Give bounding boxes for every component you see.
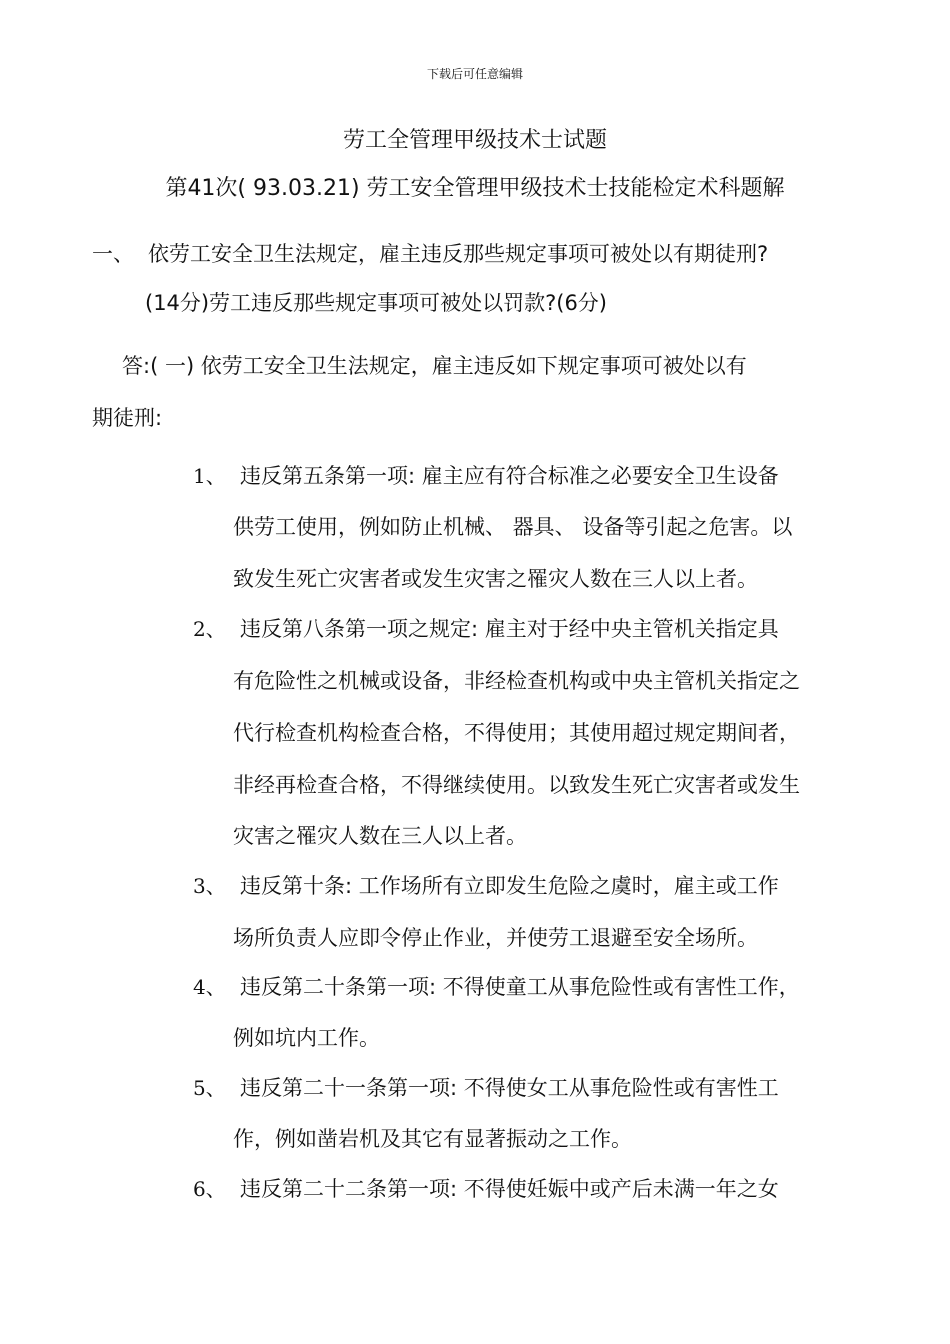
document-subtitle: 第41次( 93.03.21) 劳工安全管理甲级技术士技能检定术科题解 [165,176,785,201]
item-1-line-2: 供劳工使用，例如防止机械、 器具、 设备等引起之危害。以 [233,515,793,539]
item-2-line-5: 灾害之罹灾人数在三人以上者。 [233,824,527,848]
item-number: 3、 [193,874,226,898]
item-1-line-1: 违反第五条第一项: 雇主应有符合标准之必要安全卫生设备 [240,464,779,488]
item-4-line-2: 例如坑内工作。 [233,1026,380,1050]
document-title: 劳工全管理甲级技术士试题 [342,128,607,153]
item-1-line-3: 致发生死亡灾害者或发生灾害之罹灾人数在三人以上者。 [233,567,758,591]
item-number: 6、 [193,1177,226,1201]
question-line-2: (14分)劳工违反那些规定事项可被处以罚款?(6分) [145,291,607,315]
answer-intro-line-2: 期徒刑: [92,406,163,430]
item-5-line-2: 作，例如凿岩机及其它有显著振动之工作。 [233,1127,632,1151]
item-number: 5、 [193,1076,226,1100]
question-number: 一、 [92,242,134,266]
header-note: 下载后可任意编辑 [426,67,523,81]
item-3-line-2: 场所负责人应即令停止作业，并使劳工退避至安全场所。 [233,926,758,950]
item-2-line-2: 有危险性之机械或设备，非经检查机构或中央主管机关指定之 [233,669,800,693]
answer-intro-line-1: 答:( 一) 依劳工安全卫生法规定，雇主违反如下规定事项可被处以有 [122,354,747,378]
item-2-line-3: 代行检查机构检查合格，不得使用；其使用超过规定期间者， [233,721,800,745]
item-5-line-1: 违反第二十一条第一项: 不得使女工从事危险性或有害性工 [240,1076,779,1100]
item-3-line-1: 违反第十条: 工作场所有立即发生危险之虞时，雇主或工作 [240,874,779,898]
item-number: 1、 [193,464,226,488]
item-6-line-1: 违反第二十二条第一项: 不得使妊娠中或产后未满一年之女 [240,1177,779,1201]
item-number: 2、 [193,617,226,641]
item-2-line-4: 非经再检查合格，不得继续使用。以致发生死亡灾害者或发生 [233,773,800,797]
item-4-line-1: 违反第二十条第一项: 不得使童工从事危险性或有害性工作， [240,975,800,999]
question-line-1: 依劳工安全卫生法规定，雇主违反那些规定事项可被处以有期徒刑? [148,242,769,266]
item-2-line-1: 违反第八条第一项之规定: 雇主对于经中央主管机关指定具 [240,617,779,641]
item-number: 4、 [193,975,226,999]
